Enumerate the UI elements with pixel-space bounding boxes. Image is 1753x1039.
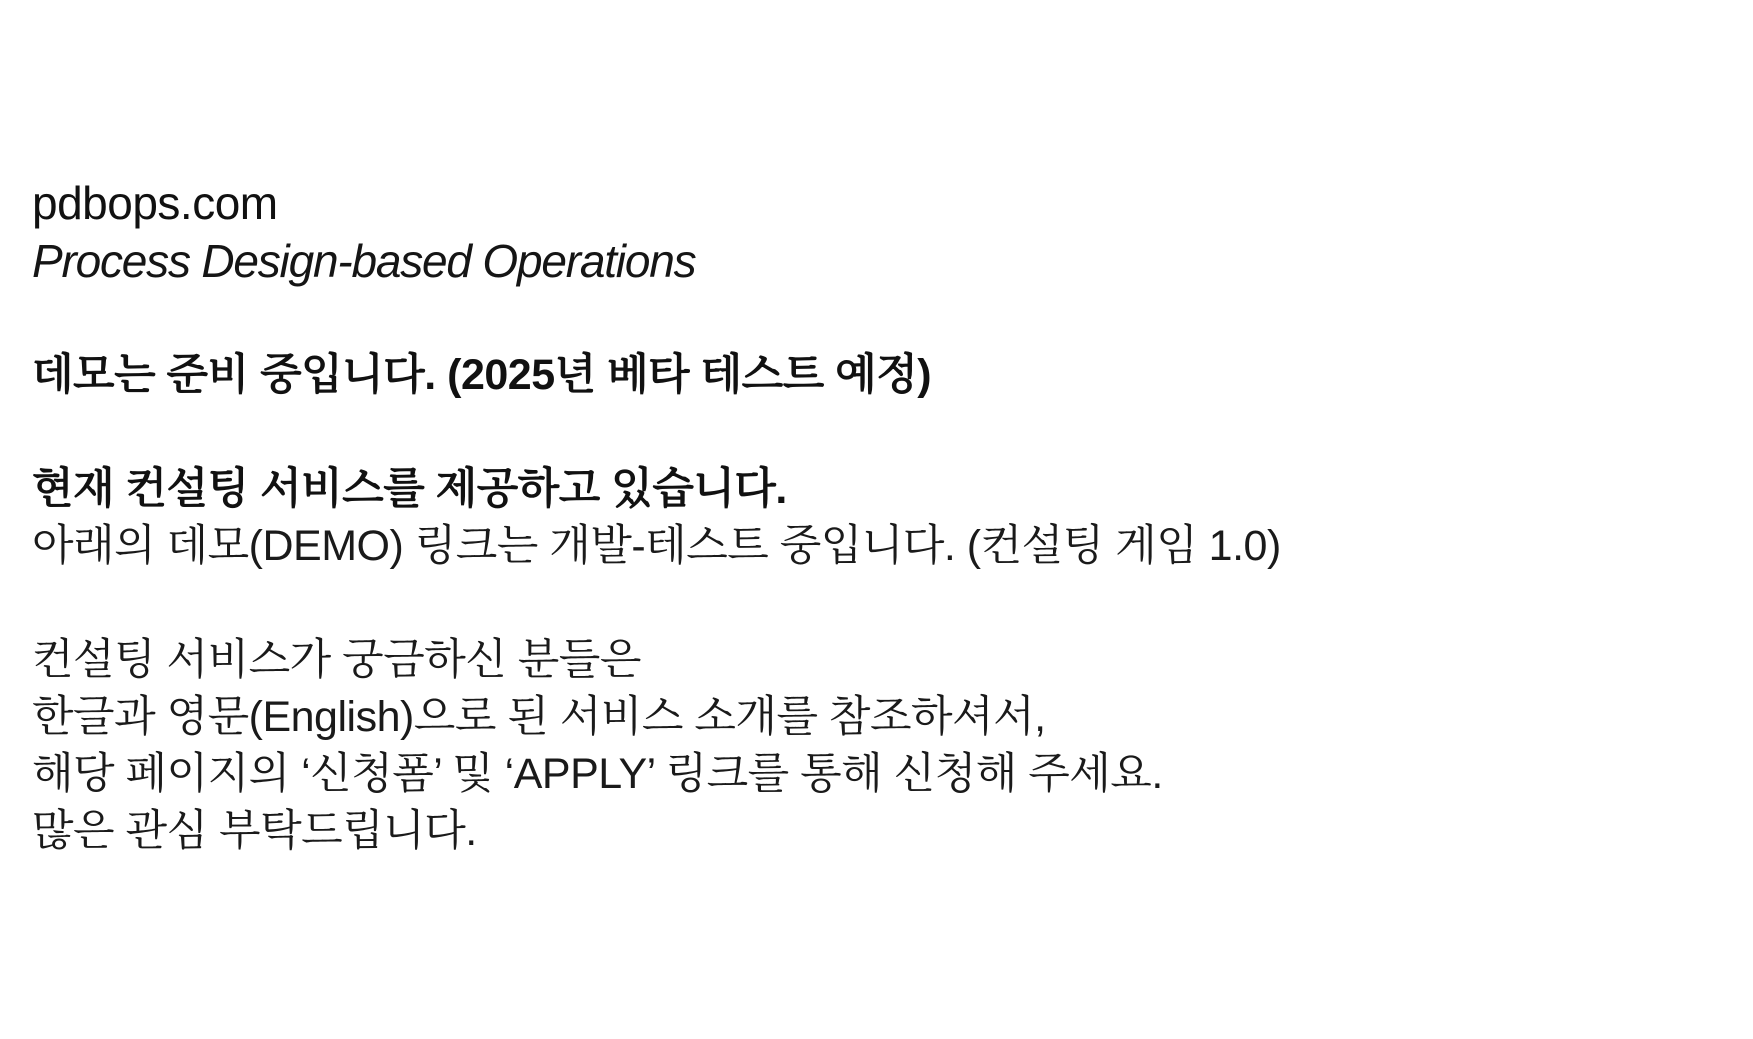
- cta-line: 컨설팅 서비스가 궁금하신 분들은: [32, 636, 641, 684]
- cta-line: 해당 페이지의 ‘신청폼’ 및 ‘APPLY’ 링크를 통해 신청해 주세요.: [32, 750, 1163, 798]
- main-content: [32, 174, 1712, 860]
- site-name: pdbops.com: [32, 177, 278, 229]
- spacer: [32, 575, 1712, 632]
- site-tagline: Process Design-based Operations: [32, 235, 696, 287]
- spacer: [32, 290, 1712, 347]
- demo-status-text: 데모는 준비 중입니다. (2025년 베타 테스트 예정): [32, 351, 932, 399]
- consulting-headline: 현재 컨설팅 서비스를 제공하고 있습니다.: [32, 465, 787, 513]
- demo-link-note: 아래의 데모(DEMO) 링크는 개발-테스트 중입니다. (컨설팅 게임 1.0): [32, 522, 1281, 570]
- demo-notice: [32, 347, 1712, 404]
- consulting-section: [32, 461, 1712, 575]
- spacer: [32, 404, 1712, 461]
- cta-line: 한글과 영문(English)으로 된 서비스 소개를 참조하셔서,: [32, 693, 1046, 741]
- call-to-action: [32, 632, 1712, 860]
- site-header: [32, 174, 1712, 290]
- cta-line: 많은 관심 부탁드립니다.: [32, 807, 477, 855]
